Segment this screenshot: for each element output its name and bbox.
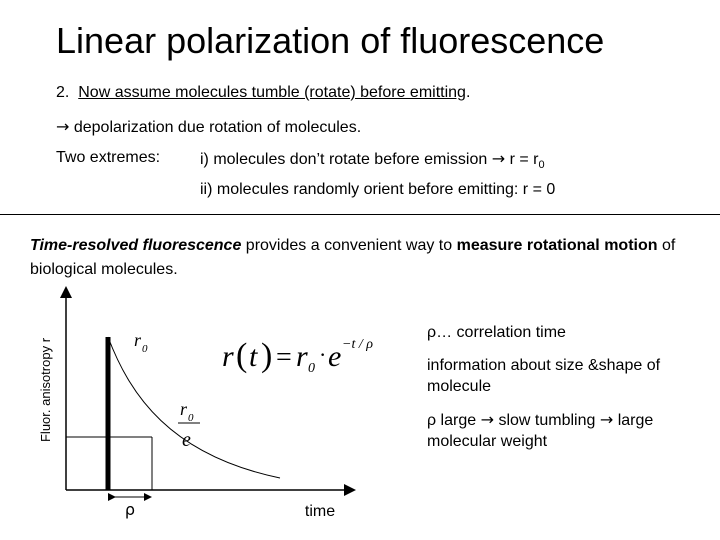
extremes-label: Two extremes: — [56, 149, 161, 166]
arrow-icon: → — [480, 410, 494, 429]
rho-label: ρ — [124, 500, 136, 519]
r0-over-e-denominator: e — [182, 429, 191, 451]
note-size-shape: information about size &shape of molecule — [427, 357, 661, 395]
r0-over-e-numerator: r — [180, 399, 188, 419]
extreme-item-1-subscript: 0 — [538, 159, 545, 172]
note-slow-tumbling: slow tumbling — [498, 412, 596, 429]
intro-plain-1: provides a convenient way to — [241, 237, 457, 254]
r0-label-subscript: 0 — [142, 343, 148, 355]
intro-emphasis-2: measure rotational motion — [456, 237, 658, 254]
equation-dot: · — [319, 342, 327, 367]
arrow-icon: → — [491, 149, 506, 168]
depolarization-text: depolarization due rotation of molecules. — [73, 119, 362, 136]
equation-r0-subscript: 0 — [308, 361, 315, 376]
point-2-period: . — [465, 84, 471, 101]
arrow-icon: → — [56, 117, 70, 136]
equation-e: e — [328, 340, 342, 373]
r0-label: r — [134, 330, 142, 350]
equation-open-paren: ( — [236, 337, 248, 374]
equation-r0: r — [296, 340, 308, 373]
rotational-correlation-equation — [222, 337, 373, 376]
y-axis-label: Fluor. anisotropy r — [38, 337, 53, 443]
r0-over-e-numerator-subscript: 0 — [188, 412, 194, 424]
equation-t: t — [249, 340, 258, 373]
page-title: Linear polarization of fluorescence — [56, 20, 605, 61]
intro-emphasis-1: Time-resolved fluorescence — [30, 237, 242, 254]
extreme-item-1-text: i) molecules don’t rotate before emission — [200, 151, 488, 168]
point-2-number: 2. — [56, 84, 70, 101]
equation-exponent: −t / ρ — [342, 337, 373, 352]
note-large-rho — [427, 409, 717, 452]
extreme-item-1-result: r = r — [509, 151, 539, 168]
note-large-mw: large molecular weight — [427, 412, 654, 450]
arrow-icon: → — [599, 410, 614, 429]
equation-close-paren: ) — [261, 337, 273, 374]
point-2-text: Now assume molecules tumble (rotate) before emitting — [78, 84, 466, 101]
note-large-rho-text: ρ large — [427, 412, 477, 429]
equation-r: r — [222, 340, 234, 373]
note-correlation-time: ρ… correlation time — [427, 324, 566, 341]
equation-equals: = — [276, 342, 292, 373]
extreme-item-2: ii) molecules randomly orient before emitting: r = 0 — [200, 181, 556, 198]
x-axis-label: time — [304, 503, 336, 520]
intro-plain-2: of biological molecules. — [30, 237, 676, 278]
